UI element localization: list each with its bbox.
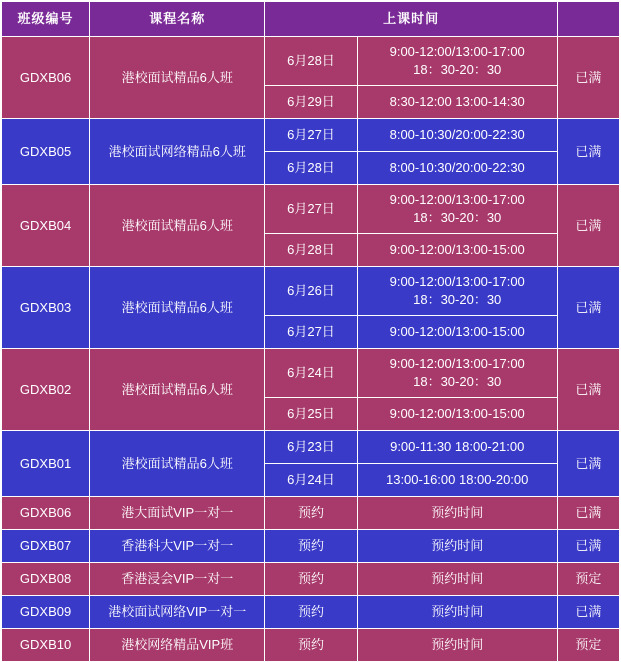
- cell-class-code: GDXB09: [2, 596, 90, 629]
- cell-course-name: 港校面试精品6人班: [90, 37, 265, 119]
- cell-session-date: 预约: [265, 497, 357, 530]
- table-row: [2, 37, 620, 86]
- cell-course-name: 港校面试精品6人班: [90, 349, 265, 431]
- cell-class-code: GDXB05: [2, 119, 90, 185]
- cell-class-code: GDXB01: [2, 431, 90, 497]
- cell-session-date: 6月27日: [265, 119, 357, 152]
- cell-course-name: 港校面试网络VIP一对一: [90, 596, 265, 629]
- cell-session-time: 9:00-12:00/13:00-15:00: [357, 316, 557, 349]
- cell-session-time: 9:00-12:00/13:00-17:00 18：30-20：30: [357, 37, 557, 86]
- cell-class-code: GDXB07: [2, 530, 90, 563]
- cell-session-time: 8:30-12:00 13:00-14:30: [357, 86, 557, 119]
- cell-course-name: 港大面试VIP一对一: [90, 497, 265, 530]
- cell-session-date: 6月24日: [265, 464, 357, 497]
- cell-session-date: 6月23日: [265, 431, 357, 464]
- header-status: [557, 2, 619, 37]
- cell-session-time: 预约时间: [357, 563, 557, 596]
- cell-class-code: GDXB08: [2, 563, 90, 596]
- cell-session-time: 9:00-12:00/13:00-17:00 18：30-20：30: [357, 267, 557, 316]
- cell-status: 已满: [557, 349, 619, 431]
- cell-course-name: 香港科大VIP一对一: [90, 530, 265, 563]
- cell-session-date: 预约: [265, 563, 357, 596]
- schedule-sheet: [0, 1, 621, 653]
- table-row: [2, 267, 620, 316]
- cell-session-time: 预约时间: [357, 497, 557, 530]
- cell-class-code: GDXB02: [2, 349, 90, 431]
- table-row: [2, 431, 620, 464]
- table-row: [2, 185, 620, 234]
- cell-course-name: 港校面试精品6人班: [90, 267, 265, 349]
- table-row: [2, 563, 620, 596]
- header-class-time: 上课时间: [265, 2, 557, 37]
- cell-course-name: 香港浸会VIP一对一: [90, 563, 265, 596]
- header-class-code: 班级编号: [2, 2, 90, 37]
- cell-session-date: 6月28日: [265, 152, 357, 185]
- cell-session-date: 预约: [265, 530, 357, 563]
- cell-course-name: 港校面试精品6人班: [90, 185, 265, 267]
- cell-course-name: 港校面试精品6人班: [90, 431, 265, 497]
- cell-status: 已满: [557, 37, 619, 119]
- cell-session-date: 6月29日: [265, 86, 357, 119]
- cell-class-code: GDXB03: [2, 267, 90, 349]
- cell-session-time: 9:00-11:30 18:00-21:00: [357, 431, 557, 464]
- cell-status: 预定: [557, 629, 619, 662]
- cell-session-time: 9:00-12:00/13:00-15:00: [357, 234, 557, 267]
- cell-session-date: 预约: [265, 629, 357, 662]
- cell-status: 已满: [557, 596, 619, 629]
- cell-session-time: 9:00-12:00/13:00-17:00 18：30-20：30: [357, 349, 557, 398]
- cell-status: 已满: [557, 185, 619, 267]
- cell-session-time: 9:00-12:00/13:00-17:00 18：30-20：30: [357, 185, 557, 234]
- cell-session-date: 6月27日: [265, 316, 357, 349]
- cell-status: 已满: [557, 497, 619, 530]
- table-header-row: [2, 2, 620, 37]
- table-row: [2, 497, 620, 530]
- cell-session-date: 6月28日: [265, 37, 357, 86]
- table-row: [2, 629, 620, 662]
- cell-session-time: 预约时间: [357, 629, 557, 662]
- cell-class-code: GDXB06: [2, 37, 90, 119]
- cell-session-date: 6月27日: [265, 185, 357, 234]
- cell-class-code: GDXB10: [2, 629, 90, 662]
- cell-status: 已满: [557, 431, 619, 497]
- cell-session-time: 13:00-16:00 18:00-20:00: [357, 464, 557, 497]
- cell-course-name: 港校面试网络精品6人班: [90, 119, 265, 185]
- cell-status: 已满: [557, 530, 619, 563]
- cell-session-date: 6月28日: [265, 234, 357, 267]
- class-schedule-table: [1, 1, 620, 662]
- cell-status: 已满: [557, 119, 619, 185]
- cell-class-code: GDXB06: [2, 497, 90, 530]
- cell-class-code: GDXB04: [2, 185, 90, 267]
- cell-status: 预定: [557, 563, 619, 596]
- cell-session-date: 6月25日: [265, 398, 357, 431]
- cell-session-date: 预约: [265, 596, 357, 629]
- cell-status: 已满: [557, 267, 619, 349]
- table-body: [2, 37, 620, 662]
- cell-session-time: 8:00-10:30/20:00-22:30: [357, 152, 557, 185]
- table-row: [2, 119, 620, 152]
- cell-session-time: 8:00-10:30/20:00-22:30: [357, 119, 557, 152]
- header-course-name: 课程名称: [90, 2, 265, 37]
- cell-course-name: 港校网络精品VIP班: [90, 629, 265, 662]
- cell-session-time: 预约时间: [357, 596, 557, 629]
- table-row: [2, 530, 620, 563]
- cell-session-date: 6月24日: [265, 349, 357, 398]
- table-row: [2, 349, 620, 398]
- cell-session-time: 9:00-12:00/13:00-15:00: [357, 398, 557, 431]
- cell-session-date: 6月26日: [265, 267, 357, 316]
- table-row: [2, 596, 620, 629]
- cell-session-time: 预约时间: [357, 530, 557, 563]
